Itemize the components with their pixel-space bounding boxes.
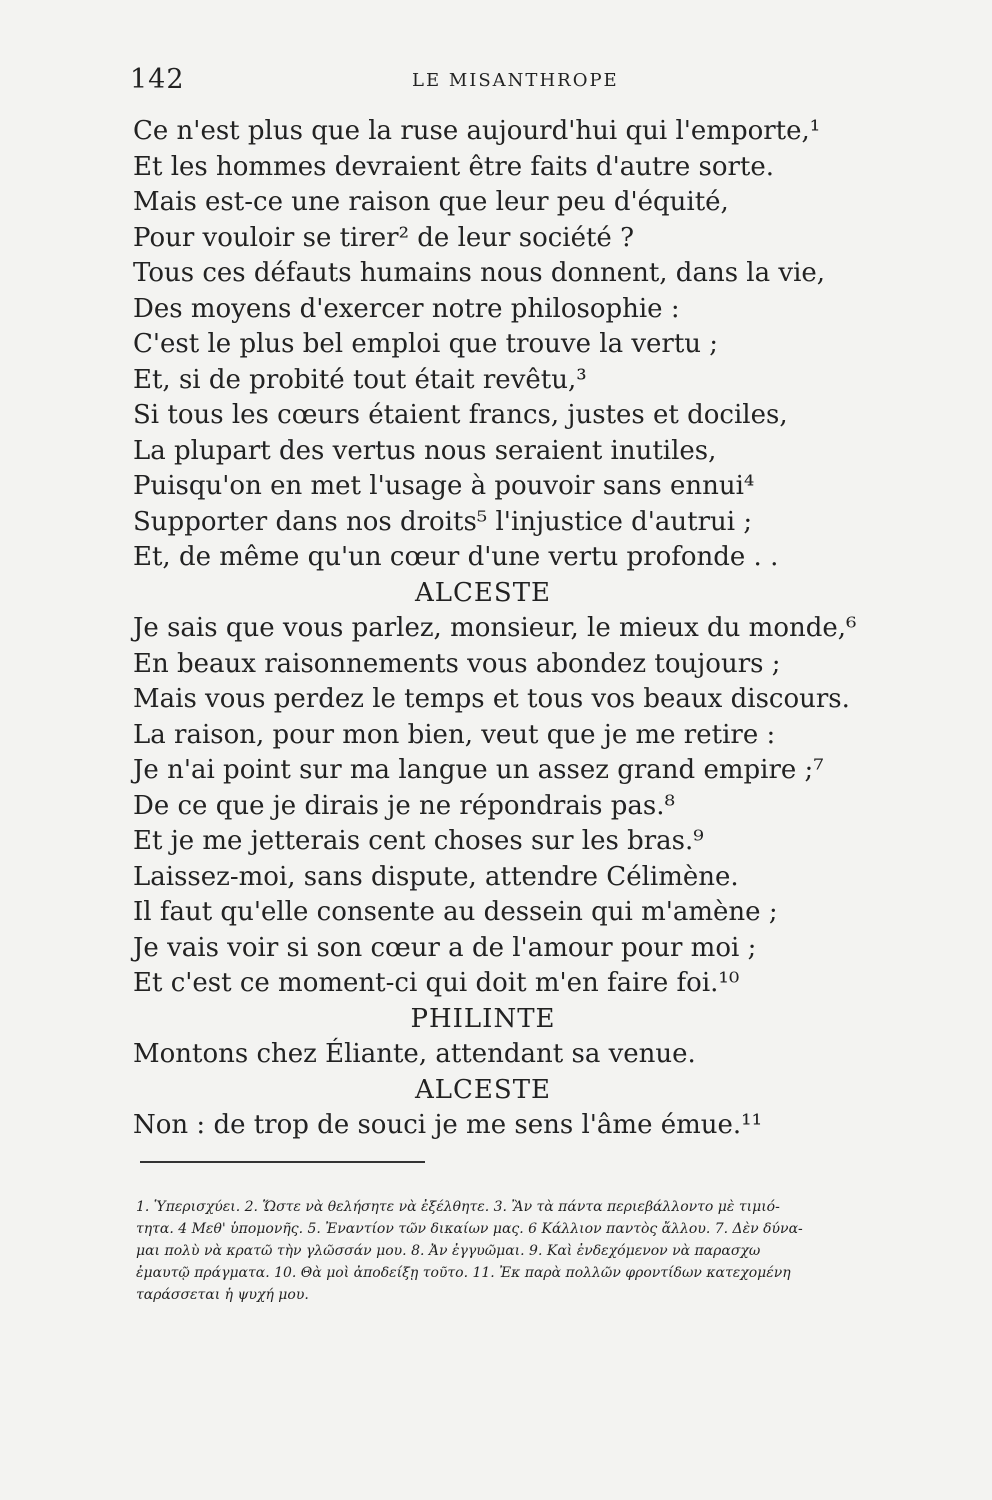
verse-line: Mais est-ce une raison que leur peu d'équité, [133, 187, 729, 217]
verse-line: Et, de même qu'un cœur d'une vertu profonde . . [133, 542, 779, 572]
page-number: 142 [130, 64, 185, 95]
verse-line: Supporter dans nos droits⁵ l'injustice d'autrui ; [133, 506, 753, 537]
verse-line: La plupart des vertus nous seraient inutiles, [133, 435, 717, 466]
verse-line: De ce que je dirais je ne répondrais pas.⁸ [133, 790, 675, 821]
page-header [130, 64, 830, 104]
speaker-name: PHILINTE [410, 1003, 556, 1034]
verse-line: Je n'ai point sur ma langue un assez grand empire ;⁷ [133, 755, 824, 785]
footnotes [136, 1196, 861, 1306]
verse-line: Je sais que vous parlez, monsieur, le mieux du monde,⁶ [133, 613, 857, 643]
verse-line: Et les hommes devraient être faits d'autre sorte. [133, 151, 775, 182]
verse-line: Mais vous perdez le temps et tous vos beaux discours. [133, 684, 850, 714]
verse-line: En beaux raisonnements vous abondez toujours ; [133, 648, 781, 679]
verse-line: Si tous les cœurs étaient francs, justes et dociles, [133, 400, 788, 430]
footnote-line: ταράσσεται ἡ ψυχή μου. [136, 1287, 309, 1303]
running-title: LE MISANTHROPE [412, 70, 619, 91]
verse-line: Il faut qu'elle consente au dessein qui m'amène ; [133, 897, 778, 927]
verse-line: Des moyens d'exercer notre philosophie : [133, 293, 680, 324]
verse-line: Tous ces défauts humains nous donnent, dans la vie, [133, 258, 826, 288]
footnote-line: ἐμαυτῷ πράγματα. 10. Θὰ μοὶ ἀποδείξῃ τοῦτο. 11. Ἐκ παρὰ πολλῶν φροντίδων κατεχομένη [136, 1265, 791, 1281]
verse-line: C'est le plus bel emploi que trouve la vertu ; [133, 329, 719, 359]
footnote-line: τητα. 4 Μεθ' ὑπομονῆς. 5. Ἐναντίον τῶν δικαίων μας. 6 Κάλλιον παντὸς ἄλλου. 7. Δὲν δύνα- [136, 1221, 803, 1237]
verse-line: Ce n'est plus que la ruse aujourd'hui qui l'emporte,¹ [133, 116, 821, 146]
verse-line: Et je me jetterais cent choses sur les bras.⁹ [133, 826, 704, 856]
verse-line: Montons chez Éliante, attendant sa venue. [133, 1039, 696, 1069]
verse-line: Je vais voir si son cœur a de l'amour pour moi ; [133, 932, 757, 963]
speaker-name: ALCESTE [414, 577, 552, 608]
footnote-rule [140, 1161, 425, 1163]
verse-line: Laissez-moi, sans dispute, attendre Célimène. [133, 861, 739, 892]
verse-line: La raison, pour mon bien, veut que je me retire : [133, 719, 776, 750]
verse-line: Non : de trop de souci je me sens l'âme émue.¹¹ [133, 1110, 763, 1140]
verse-block [133, 114, 857, 1144]
footnote-line: μαι πολὺ νὰ κρατῶ τὴν γλῶσσάν μου. 8. Ἀν ἐγγυῶμαι. 9. Καὶ ἐνδεχόμενον νὰ παρασχω [136, 1243, 761, 1259]
speaker-name: ALCESTE [414, 1074, 552, 1105]
verse-line: Et, si de probité tout était revêtu,³ [133, 364, 587, 395]
verse-line: Et c'est ce moment-ci qui doit m'en faire foi.¹⁰ [133, 968, 740, 998]
footnote-line: 1. Ὑπερισχύει. 2. Ὥστε νὰ θελήσητε νὰ ἐξέλθητε. 3. Ἂν τὰ πάντα περιεβάλλοντο μὲ τιμιό- [136, 1199, 780, 1215]
verse-line: Pour vouloir se tirer² de leur société ? [133, 222, 635, 253]
verse-line: Puisqu'on en met l'usage à pouvoir sans ennui⁴ [133, 471, 755, 501]
